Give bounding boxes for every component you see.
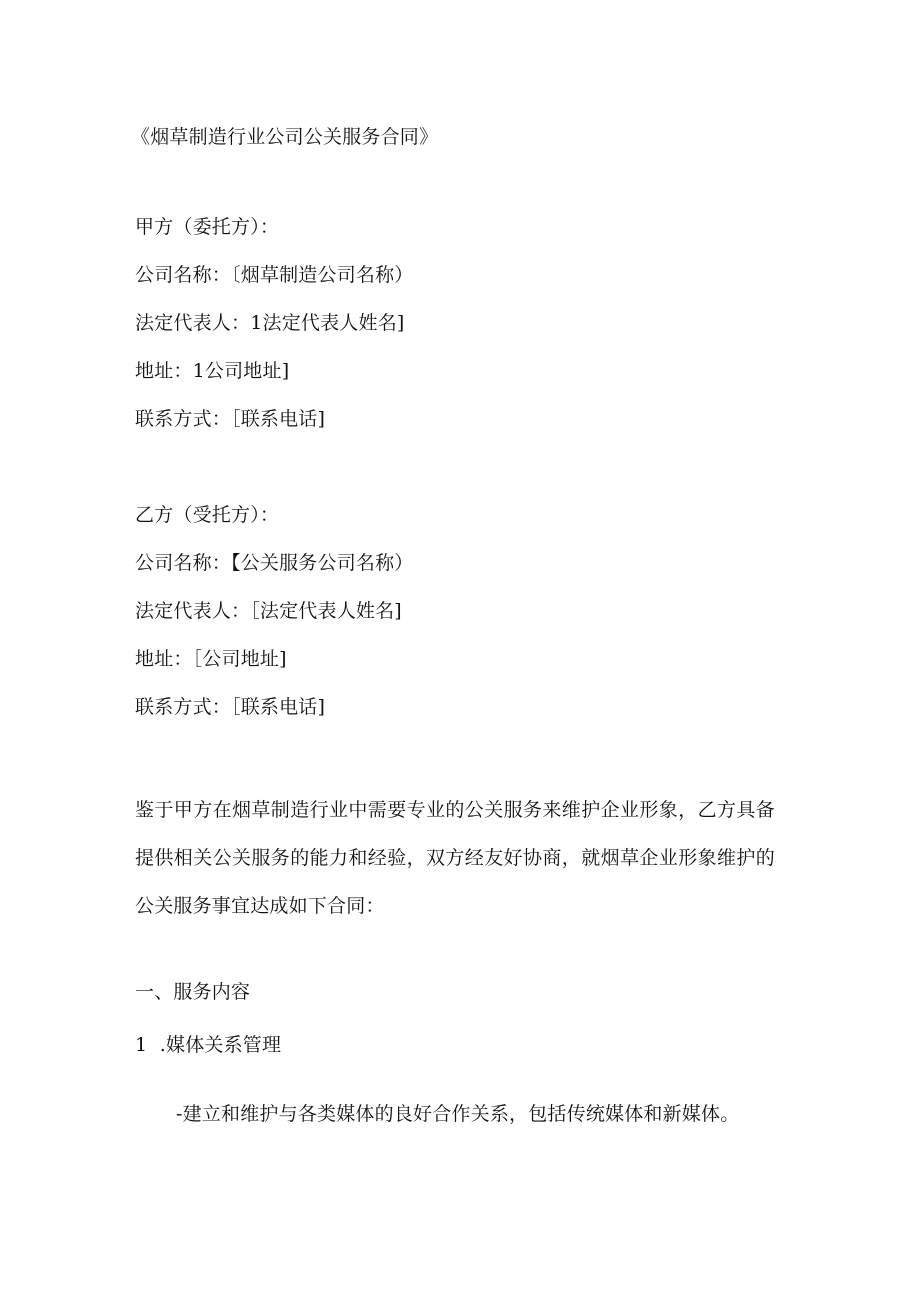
party-a-address: 地址：1公司地址]	[135, 360, 290, 382]
party-a-contact: 联系方式：［联系电话]	[135, 408, 326, 430]
party-a-heading: 甲方（委托方）：	[135, 216, 280, 238]
preamble-paragraph: 鉴于甲方在烟草制造行业中需要专业的公关服务来维护企业形象，乙方具备提供相关公关服务的能力和经验，双方经友好协商，就烟草企业形象维护的公关服务事宜达成如下合同：	[135, 799, 775, 917]
party-b-heading: 乙方（受托方）：	[135, 504, 280, 526]
party-b-company: 公司名称：【公关服务公司名称）	[135, 552, 414, 574]
item-1-bullet-1: -建立和维护与各类媒体的良好合作关系，包括传统媒体和新媒体。	[176, 1103, 740, 1125]
party-a-company: 公司名称：〔烟草制造公司名称）	[135, 264, 414, 286]
party-b-contact: 联系方式：［联系电话]	[135, 696, 326, 718]
contract-title: 《烟草制造行业公司公关服务合同》	[131, 126, 439, 148]
section-1-heading: 一、服务内容	[135, 981, 251, 1003]
item-1-heading: 1 .媒体关系管理	[135, 1034, 282, 1056]
party-b-address: 地址：［公司地址]	[135, 648, 287, 670]
party-a-representative: 法定代表人：1法定代表人姓名]	[135, 312, 405, 334]
party-b-representative: 法定代表人：［法定代表人姓名]	[135, 600, 402, 622]
